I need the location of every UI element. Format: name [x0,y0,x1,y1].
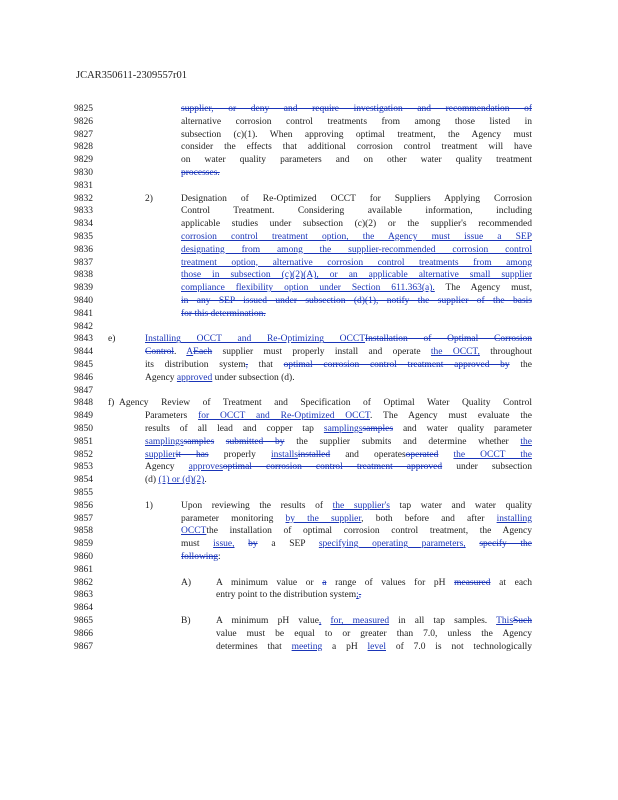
deleted-text: , [358,590,362,601]
text-line [145,346,532,358]
inserted-text: installing [496,513,532,524]
text-line [181,282,532,294]
deleted-text: Each [193,347,213,358]
text-segment [235,539,249,549]
inserted-text: (1) or (d)(2) [158,475,205,486]
line-number: 9866 [74,628,93,639]
line-number: 9865 [74,616,93,626]
text-line [181,244,532,256]
text-line [145,333,532,345]
line-number: 9828 [74,142,93,153]
text-segment: and operates [330,449,406,460]
text-segment: Parameters [145,411,199,422]
deleted-text: for this determination. [181,308,266,319]
text-line [216,589,361,601]
deleted-text: submitted by [225,436,285,447]
inserted-text: the supplier's [332,500,390,511]
line-number: 9846 [74,372,93,383]
text-line [181,116,532,128]
text-segment [214,437,226,447]
text-line [145,410,532,422]
inserted-text: designating from among the supplier-recommended corrosion control [181,244,532,255]
text-line [181,231,532,243]
line-number: 9831 [74,180,93,191]
deleted-text: processes. [181,168,220,178]
text-segment: the supplier submits and determine whether [284,436,521,447]
text-segment: the [509,360,532,370]
text-line [216,615,532,627]
text-line [145,372,295,384]
line-number: 9861 [74,564,93,575]
deleted-text: Installation of Optimal Corrosion [365,334,532,345]
inserted-text: issue, [213,539,235,550]
line-number: 9856 [74,500,93,511]
deleted-text: optimal corrosion control treatment approved by [283,360,510,370]
text-line [181,129,532,141]
text-line [181,154,532,166]
inserted-text: specifying operating parameters, [318,539,466,550]
text-segment: A minimum value or [216,577,323,588]
text-segment: subsection (c)(1). When approving optimal treatment, the Agency must [181,129,532,140]
inserted-text: level [367,641,386,652]
text-line [181,551,221,563]
text-line [181,538,532,550]
text-line [145,461,532,473]
line-number: 9827 [74,129,93,140]
deleted-text: Such [513,616,532,626]
text-segment: under subsection [442,462,532,473]
line-number: 9842 [74,321,93,332]
line-number: 9860 [74,552,93,562]
inserted-text: This [496,616,514,626]
text-segment: Designation of Re-Optimized OCCT for Suppliers Applying Corrosion [181,193,532,204]
text-segment: A minimum pH value [216,616,319,626]
text-segment: on water quality parameters and on other water quality treatment [181,155,532,166]
list-label: B) [181,616,191,626]
text-segment: alternative corrosion control treatments from among those listed in [181,116,532,127]
text-segment: under subsection (d). [212,372,295,383]
text-line [145,474,207,486]
inserted-text: for, measured [330,616,390,626]
inserted-text: samplings [323,424,363,434]
line-number: 9845 [74,360,93,370]
inserted-text: compliance flexibility option under Section 611.363(a). [181,283,435,294]
text-segment: in all tap samples. [389,616,497,626]
deleted-text: , [245,360,248,370]
text-segment: Agency [145,462,189,473]
text-line [181,500,532,512]
line-number: 9858 [74,526,93,537]
inserted-text: the OCCT the [453,449,532,460]
text-segment: : [217,552,221,562]
line-number: 9838 [74,270,93,281]
text-segment: that [247,360,284,370]
inserted-text: A [186,347,194,358]
text-line [181,205,532,217]
text-segment: range of values for pH [326,577,455,588]
text-segment: supplier must properly install and operate [212,347,431,358]
inserted-text: installs [271,449,298,460]
line-number: 9843 [74,334,93,345]
deleted-text: it has [175,449,209,460]
text-line [181,269,532,281]
text-segment: Agency [145,372,177,383]
line-number: 9844 [74,347,93,358]
line-number: 9841 [74,308,93,319]
text-line [181,103,532,115]
inserted-text: approves [188,462,223,473]
list-label: e) [108,334,116,345]
text-segment: entry point to the distribution system [216,590,357,601]
text-segment: properly [208,449,271,460]
text-segment: results of all lead and copper tap [145,424,324,434]
deleted-text: operated [405,449,439,460]
text-segment: Agency Review of Treatment and Specification of Optimal Water Quality Control [119,398,532,409]
line-number: 9851 [74,436,93,447]
line-number: 9867 [74,641,93,652]
deleted-text: following [181,552,218,562]
inserted-text: the [520,436,532,447]
text-segment: a pH [322,641,368,652]
text-line [145,449,532,461]
deleted-text: supplier, or deny and require investigation and recommendation of [181,104,532,114]
text-segment: its distribution system [145,360,246,370]
text-segment: . [204,475,207,486]
deleted-text: by [248,539,258,550]
inserted-text: those in subsection (c)(2)(A), or an applicable alternative small supplier [181,270,532,281]
text-line [216,577,532,589]
line-number: 9832 [74,193,93,204]
deleted-text: measured [454,577,491,588]
text-line [181,193,532,205]
inserted-text: the OCCT, [430,347,480,358]
inserted-text: OCCT [181,526,207,537]
text-line [181,525,532,537]
line-number: 9849 [74,411,93,422]
text-line [119,397,532,409]
deleted-text: optimal corrosion control treatment approved [222,462,443,473]
text-segment: tap water and water quality [389,500,532,511]
text-line [181,257,532,269]
text-segment: at each [490,577,532,588]
inserted-text: treatment option, alternative corrosion control treatments from among [181,257,532,268]
line-number: 9826 [74,116,93,127]
deleted-text: samples [183,436,215,447]
text-segment: , both before and after [361,513,497,524]
text-line [181,513,532,525]
text-line [216,628,532,640]
line-number: 9855 [74,488,93,498]
text-line [216,641,532,653]
line-number: 9863 [74,590,93,601]
deleted-text: Control [145,347,175,358]
line-number: 9829 [74,155,93,166]
line-number: 9834 [74,219,93,230]
line-number: 9853 [74,462,93,473]
list-label: 1) [145,500,153,511]
line-number: 9862 [74,577,93,588]
list-label: 2) [145,193,153,204]
text-segment: value must be equal to or greater than 7.0, unless the Agency [216,628,532,639]
text-segment: The Agency must, [434,283,532,294]
line-number: 9833 [74,206,93,217]
inserted-text: corrosion control treatment option, the Agency must issue a SEP [181,232,532,242]
line-number: 9830 [74,168,93,178]
text-segment [466,539,480,549]
line-number: 9854 [74,475,93,486]
line-number: 9864 [74,603,93,614]
document-header-id: JCAR350611-2309557r01 [76,70,188,81]
text-segment: . [174,347,187,358]
text-segment: must [181,539,214,550]
text-segment: parameter monitoring [181,513,286,524]
line-number: 9859 [74,539,93,550]
text-segment: and water quality parameter [393,424,532,434]
deleted-text: samples [362,424,394,434]
text-segment: Upon reviewing the results of [181,500,333,511]
text-line [181,295,532,307]
text-segment: a SEP [257,539,319,550]
text-segment: applicable studies under subsection (c)(2) or the supplier's recommended [181,219,532,230]
line-number: 9848 [74,398,93,409]
text-segment: Control Treatment. Considering available information, including [181,206,532,217]
text-segment: (d) [145,475,159,486]
deleted-text: installed [297,449,331,460]
line-number: 9847 [74,385,93,396]
list-label: f) [108,398,115,409]
inserted-text: samplings [145,436,184,447]
inserted-text: , [318,616,322,626]
inserted-text: approved [176,372,213,383]
text-line [181,218,532,230]
line-number: 9857 [74,513,93,524]
line-number: 9840 [74,296,93,306]
inserted-text: ; [356,590,359,601]
text-segment: the installation of optimal corrosion control treatment, the Agency [206,526,532,537]
text-line [145,423,532,435]
inserted-text: Installing OCCT and Re-Optimizing OCCT [145,334,366,345]
text-segment: of 7.0 is not technologically [386,641,532,652]
text-line [181,308,266,320]
list-label: A) [181,577,192,588]
text-line [145,436,532,448]
text-segment: throughout [479,347,532,358]
text-line [145,359,532,371]
text-line [181,141,532,153]
line-number: 9852 [74,449,93,460]
text-segment: consider the effects that additional corrosion control treatment will have [181,142,532,153]
inserted-text: meeting [291,641,323,652]
inserted-text: by the supplier [285,513,362,524]
text-segment: determines that [216,641,292,652]
line-number: 9837 [74,257,93,268]
deleted-text: specify the [479,539,532,550]
line-number: 9836 [74,244,93,255]
line-number: 9839 [74,283,93,294]
line-number: 9835 [74,232,93,242]
deleted-text: a [322,577,327,588]
text-segment [438,450,453,460]
text-segment: . The Agency must evaluate the [369,411,532,422]
text-line [181,167,220,179]
inserted-text: for OCCT and Re-Optimized OCCT [198,411,370,422]
deleted-text: in any SEP issued under subsection (d)(1), notify the supplier of the basis [181,296,532,306]
line-number: 9850 [74,424,93,434]
inserted-text: supplier [145,449,176,460]
line-number: 9825 [74,104,93,114]
